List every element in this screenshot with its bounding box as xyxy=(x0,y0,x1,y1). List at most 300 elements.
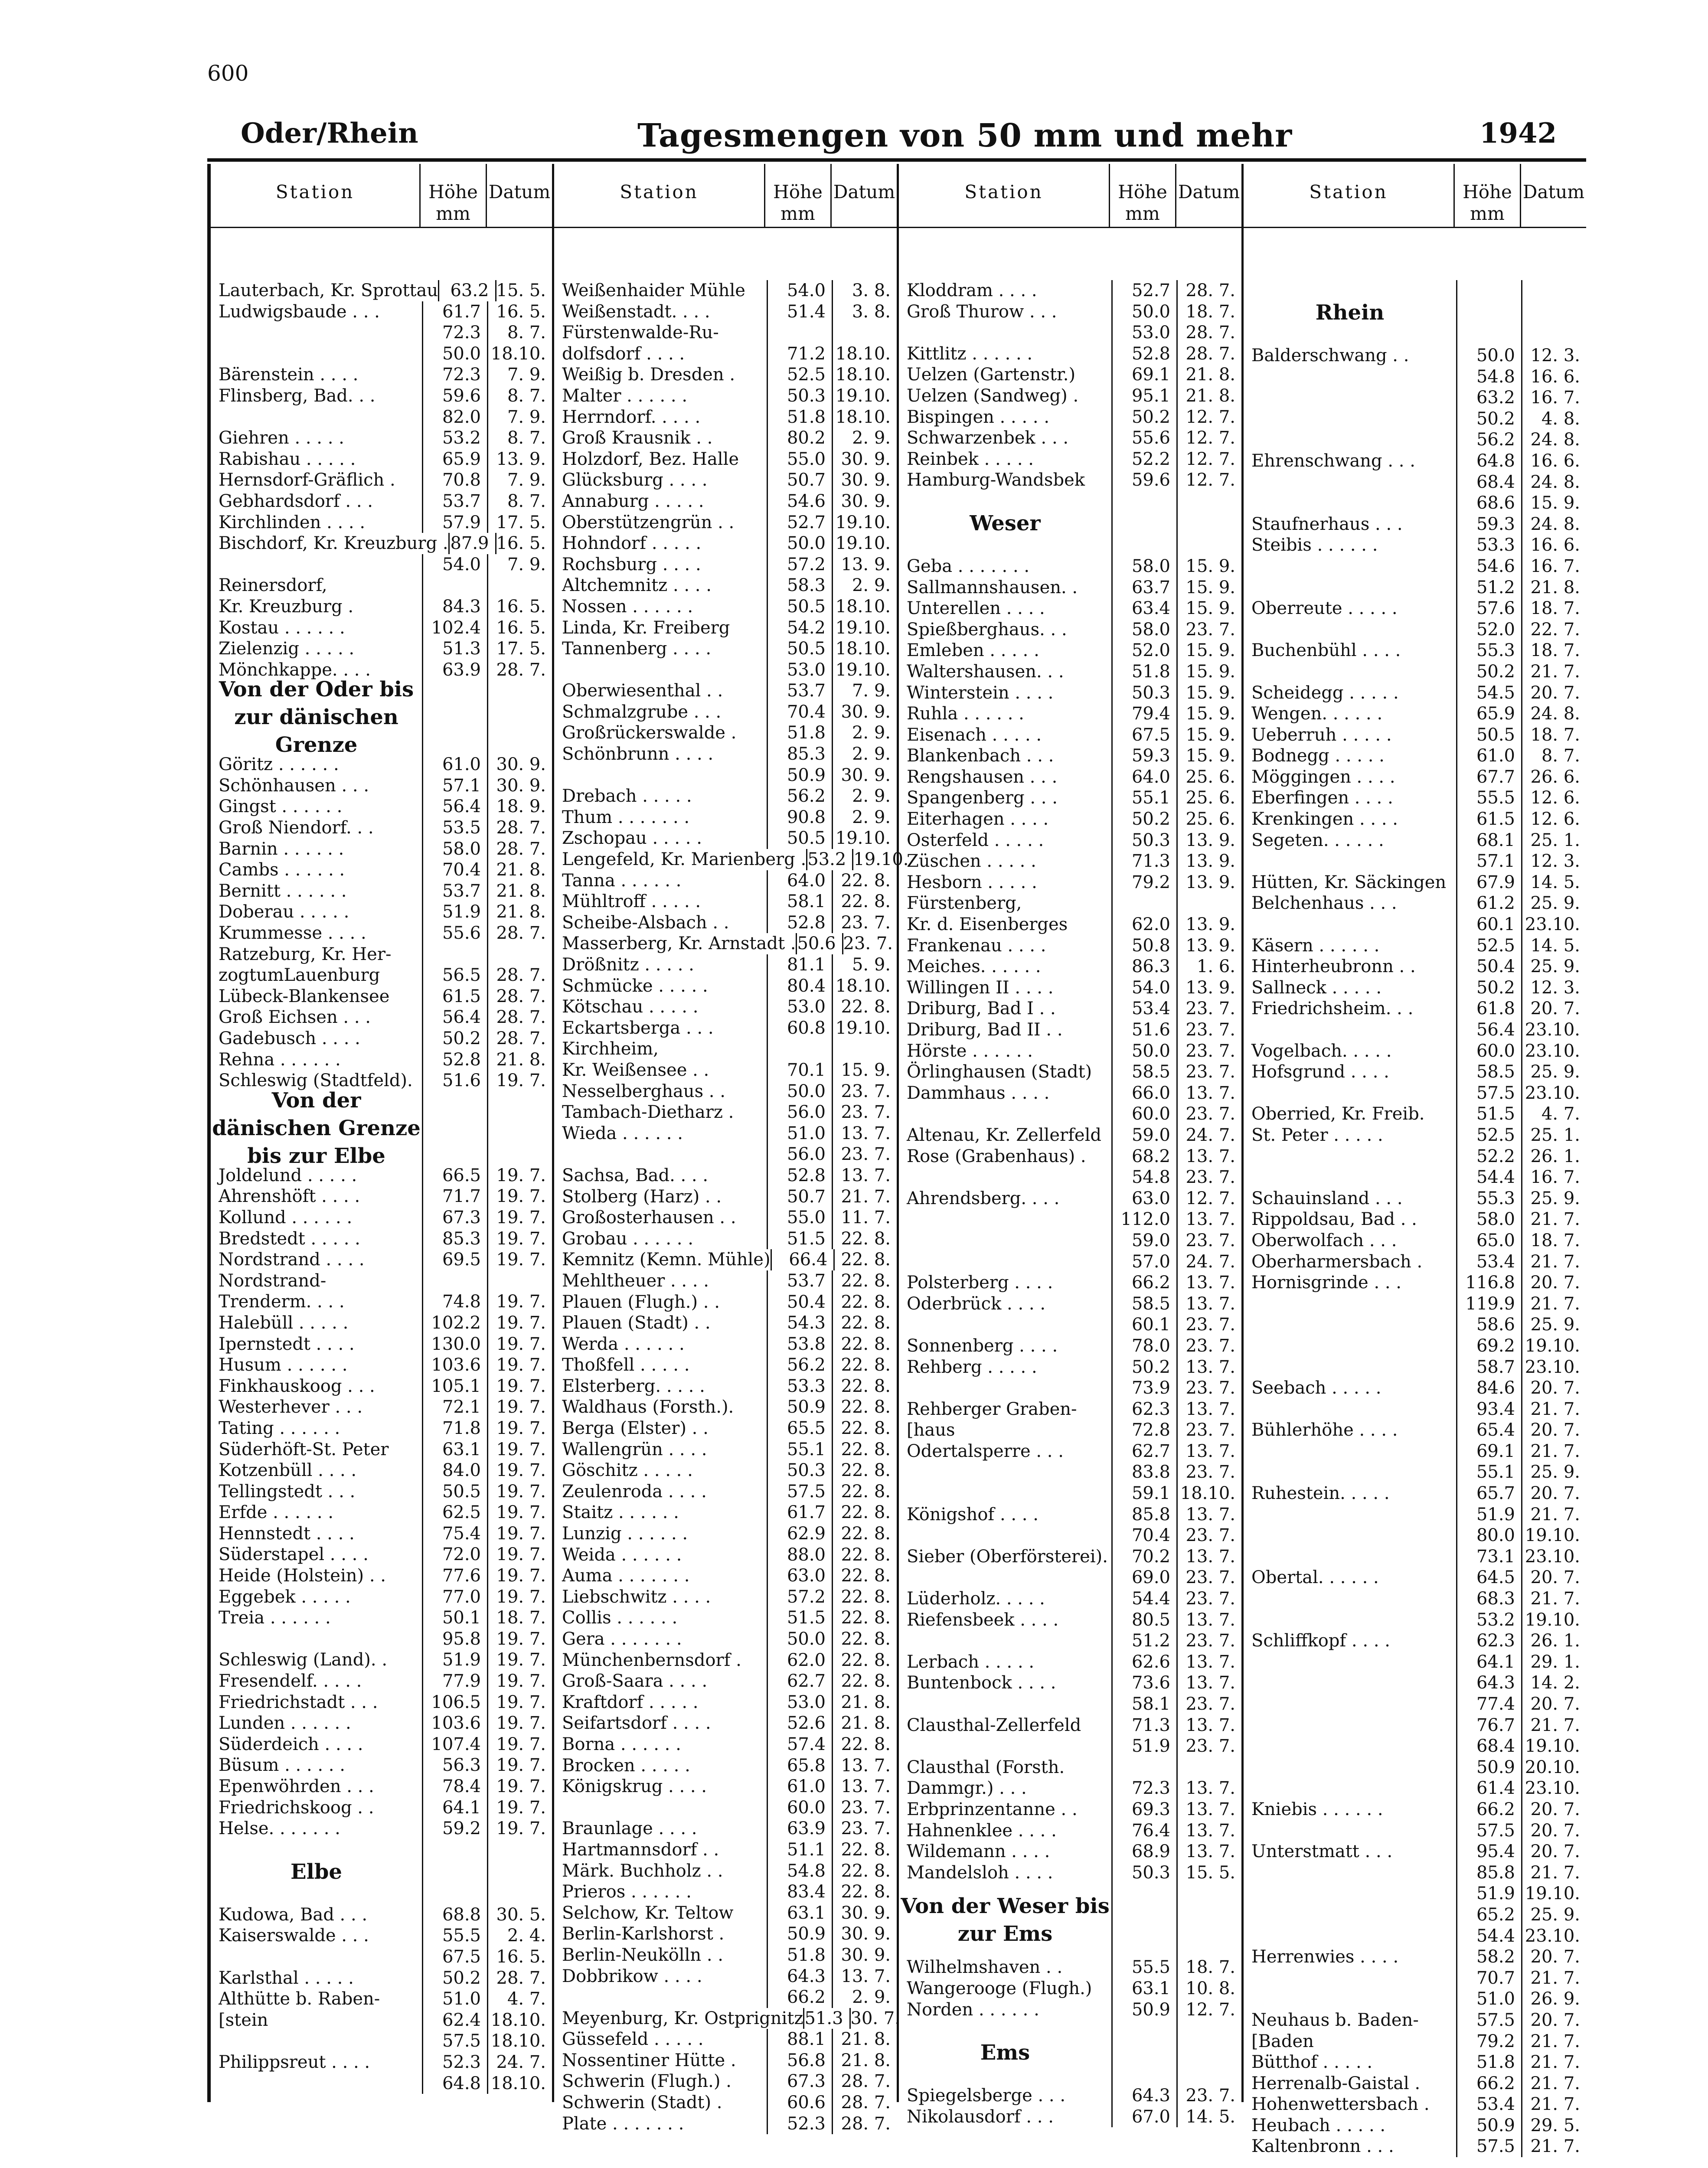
date: 13. 7. xyxy=(1176,1672,1241,1694)
precip-mm: 50.9 xyxy=(767,765,832,786)
table-row xyxy=(211,796,552,817)
station-name xyxy=(1244,1335,1456,1357)
header-hoehe: Höhe mm xyxy=(1109,164,1175,227)
station-name: Dobbrikow . . . . xyxy=(562,1966,702,1986)
station-name: Groß Thurow . . . xyxy=(907,301,1057,322)
date: 19. 7. xyxy=(487,1439,552,1460)
precip-mm: 51.9 xyxy=(422,901,487,923)
station-name: Herrenwies . . . . xyxy=(1251,1947,1399,1967)
date: 15. 9. xyxy=(1176,745,1241,767)
precip-mm: 70.2 xyxy=(1111,1546,1176,1567)
precip-mm: 54.8 xyxy=(1456,366,1521,388)
table-row xyxy=(554,407,897,428)
station-name: Altenau, Kr. Zellerfeld xyxy=(907,1125,1101,1145)
station-name xyxy=(899,1251,1111,1273)
precip-mm xyxy=(767,322,832,343)
station-name: Seifartsdorf . . . . xyxy=(562,1713,711,1734)
precip-mm: 67.5 xyxy=(1111,725,1176,746)
date: 23.10. xyxy=(1521,1357,1586,1378)
precip-mm: 51.8 xyxy=(1111,661,1176,682)
station-name: Königskrug . . . . xyxy=(562,1776,707,1797)
table-row xyxy=(211,1502,552,1523)
date: 14. 5. xyxy=(1521,935,1586,957)
section-spacer xyxy=(422,1091,487,1165)
station-name xyxy=(554,660,767,681)
date: 1. 6. xyxy=(1176,956,1241,977)
table-row xyxy=(899,385,1241,407)
table-row xyxy=(899,1841,1241,1862)
station-name: Büsum . . . . . . xyxy=(219,1755,345,1776)
section-heading xyxy=(899,1883,1241,1957)
date: 24. 7. xyxy=(487,2052,552,2073)
station-name: Clausthal-Zellerfeld xyxy=(907,1715,1081,1735)
table-row xyxy=(1244,2010,1586,2031)
date: 24. 8. xyxy=(1521,703,1586,725)
table-row xyxy=(899,1188,1241,1209)
table-row xyxy=(211,839,552,860)
station-name: Drebach . . . . . xyxy=(562,786,692,806)
date: 23. 7. xyxy=(832,1102,897,1123)
table-row xyxy=(554,1713,897,1734)
table-row xyxy=(899,1778,1241,1799)
station-name: Ehrenschwang . . . xyxy=(1251,451,1415,471)
precip-mm: 65.9 xyxy=(422,449,487,470)
table-row xyxy=(554,702,897,723)
station-name: Weißenstadt. . . . xyxy=(562,301,710,322)
table-row xyxy=(211,638,552,660)
table-row xyxy=(1244,1968,1586,1989)
station-name: Dammhaus . . . . xyxy=(907,1083,1050,1103)
precip-mm xyxy=(1111,1757,1176,1778)
date: 2. 9. xyxy=(832,807,897,828)
date: 23. 7. xyxy=(1176,1567,1241,1588)
station-name: Uelzen (Sandweg) . xyxy=(907,385,1079,406)
date: 22. 8. xyxy=(832,1397,897,1418)
precip-mm: 53.7 xyxy=(767,1270,832,1292)
date: 22. 8. xyxy=(832,1502,897,1523)
precip-mm: 72.0 xyxy=(422,1544,487,1565)
table-row xyxy=(1244,472,1586,493)
table-row xyxy=(899,1399,1241,1420)
precip-mm: 61.5 xyxy=(1456,809,1521,830)
station-name: Wieda . . . . . . xyxy=(562,1123,683,1143)
table-row xyxy=(554,554,897,575)
station-name: Oberstützengrün . . xyxy=(562,512,735,532)
date: 23. 7. xyxy=(1176,1167,1241,1188)
table-row xyxy=(1244,1736,1586,1757)
table-row xyxy=(899,1378,1241,1399)
precip-mm: 87.9 xyxy=(448,533,495,554)
station-name: Lengefeld, Kr. Marienberg . xyxy=(562,849,807,870)
station-name: Clausthal (Forsth. xyxy=(907,1757,1065,1777)
station-name: Groß Niendorf. . . xyxy=(219,818,374,838)
date: 2. 9. xyxy=(832,744,897,765)
station-name: Friedrichstadt . . . xyxy=(219,1692,378,1712)
station-name xyxy=(1244,1504,1456,1525)
station-name: Kr. d. Eisenberges xyxy=(907,914,1068,935)
station-name: Treia . . . . . . xyxy=(219,1608,331,1628)
precip-mm: 51.6 xyxy=(422,1070,487,1091)
precip-mm: 106.5 xyxy=(422,1692,487,1713)
table-row xyxy=(899,301,1241,323)
table-row xyxy=(211,1460,552,1481)
table-row xyxy=(211,1355,552,1376)
precip-mm: 62.6 xyxy=(1111,1652,1176,1673)
precip-mm: 71.3 xyxy=(1111,1715,1176,1736)
table-row xyxy=(554,1607,897,1629)
station-name: Rabishau . . . . . xyxy=(219,449,356,469)
precip-mm: 63.1 xyxy=(1111,1978,1176,1999)
table-body xyxy=(554,280,909,2134)
station-name: Masserberg, Kr. Arnstadt . xyxy=(562,934,796,954)
station-name: Hesborn . . . . . xyxy=(907,872,1037,892)
date: 3. 8. xyxy=(832,301,897,323)
precip-mm: 50.4 xyxy=(767,1292,832,1313)
table-row xyxy=(554,1903,897,1924)
date: 19. 7. xyxy=(487,1376,552,1397)
precip-mm: 116.8 xyxy=(1456,1272,1521,1293)
station-name: Thoßfell . . . . . xyxy=(562,1355,690,1375)
date: 22. 8. xyxy=(832,1650,897,1671)
station-name: Zielenzig . . . . . xyxy=(219,639,355,659)
station-name: Stolberg (Harz) . . xyxy=(562,1186,722,1207)
precip-mm: 51.2 xyxy=(1456,577,1521,598)
precip-mm: 62.0 xyxy=(767,1650,832,1671)
date: 22. 8. xyxy=(832,870,897,891)
precip-mm: 79.2 xyxy=(1456,2031,1521,2052)
table-row xyxy=(211,1481,552,1502)
precip-mm: 51.0 xyxy=(767,1123,832,1144)
date xyxy=(1176,1757,1241,1778)
date: 23. 7. xyxy=(1176,1588,1241,1610)
table-row xyxy=(899,1799,1241,1820)
precip-mm: 73.6 xyxy=(1111,1672,1176,1694)
table-row xyxy=(1244,1378,1586,1399)
precip-mm: 52.0 xyxy=(1111,640,1176,661)
table-row xyxy=(211,449,552,470)
table-row xyxy=(899,1999,1241,2021)
table-row xyxy=(1244,514,1586,535)
table-row xyxy=(211,1818,552,1839)
date: 21. 7. xyxy=(1521,2073,1586,2094)
precip-mm: 54.0 xyxy=(422,554,487,575)
table-row xyxy=(211,965,552,986)
table-row xyxy=(554,1186,897,1208)
table-row xyxy=(1244,2136,1586,2157)
table-row xyxy=(899,1251,1241,1273)
station-name: Steibis . . . . . . xyxy=(1251,535,1378,555)
precip-mm: 57.5 xyxy=(1456,1820,1521,1841)
date: 13. 9. xyxy=(1176,935,1241,957)
station-name: Blankenbach . . . xyxy=(907,746,1054,766)
station-name: Bischdorf, Kr. Kreuzburg . xyxy=(219,533,448,554)
table-row xyxy=(554,1228,897,1250)
station-name: Frankenau . . . . xyxy=(907,935,1046,956)
precip-mm: 54.5 xyxy=(1456,682,1521,704)
station-name: Kloddram . . . . xyxy=(907,281,1037,300)
precip-mm: 50.5 xyxy=(767,596,832,617)
station-name: Malter . . . . . . xyxy=(562,385,688,406)
station-name: Schleswig (Stadtfeld). xyxy=(219,1071,413,1091)
date: 19. 7. xyxy=(487,1313,552,1334)
precip-mm: 55.5 xyxy=(422,1925,487,1946)
station-name: Örlinghausen (Stadt) xyxy=(907,1062,1092,1082)
station-name: Obertal. . . . . . xyxy=(1251,1567,1379,1588)
date: 20. 7. xyxy=(1521,1483,1586,1504)
precip-mm: 51.5 xyxy=(767,1607,832,1629)
station-name: Königshof . . . . xyxy=(907,1504,1039,1525)
date: 15. 9. xyxy=(1176,725,1241,746)
table-row xyxy=(899,1736,1241,1757)
precip-mm: 72.1 xyxy=(422,1397,487,1418)
station-name: Staufnerhaus . . . xyxy=(1251,514,1403,534)
date: 22. 8. xyxy=(832,1607,897,1629)
station-name: Hohndorf . . . . . xyxy=(562,533,702,554)
table-row xyxy=(554,976,897,997)
precip-mm: 69.0 xyxy=(1111,1567,1176,1588)
table-row xyxy=(899,1167,1241,1188)
station-name: Vogelbach. . . . . xyxy=(1251,1041,1392,1061)
station-name xyxy=(1244,1525,1456,1546)
precip-mm: 61.2 xyxy=(1456,893,1521,914)
table-row xyxy=(1244,661,1586,682)
station-name: Odertalsperre . . . xyxy=(907,1441,1064,1461)
table-row xyxy=(554,1165,897,1186)
table-row xyxy=(1244,2073,1586,2094)
precip-mm: 51.8 xyxy=(1456,2052,1521,2073)
precip-mm: 78.4 xyxy=(422,1776,487,1797)
station-name xyxy=(1244,1757,1456,1778)
station-name xyxy=(899,1567,1111,1588)
precip-mm: 76.4 xyxy=(1111,1820,1176,1841)
section-spacer xyxy=(1111,1883,1176,1957)
date: 25. 6. xyxy=(1176,809,1241,830)
station-name: Möggingen . . . . xyxy=(1251,767,1395,787)
table-row xyxy=(1244,1694,1586,1715)
date: 23. 7. xyxy=(842,933,899,954)
precip-mm: 51.0 xyxy=(1456,1988,1521,2010)
date: 23. 7. xyxy=(1176,1230,1241,1251)
table-row xyxy=(554,428,897,449)
date: 2. 4. xyxy=(487,1925,552,1946)
table-row xyxy=(899,2085,1241,2106)
precip-mm: 55.6 xyxy=(422,923,487,944)
date: 13. 7. xyxy=(1176,1399,1241,1420)
station-name: Hütten, Kr. Säckingen xyxy=(1251,872,1447,892)
station-name: Unterstmatt . . . xyxy=(1251,1841,1393,1862)
station-name xyxy=(1244,1462,1456,1483)
table-row xyxy=(899,1483,1241,1504)
station-name xyxy=(1244,1293,1456,1315)
precip-mm: 55.1 xyxy=(767,1439,832,1460)
precip-mm: 64.8 xyxy=(422,2073,487,2094)
precip-mm: 58.5 xyxy=(1111,1293,1176,1315)
date: 12. 7. xyxy=(1176,407,1241,428)
date: 30. 9. xyxy=(832,449,897,470)
station-name: Heide (Holstein) . . xyxy=(219,1566,386,1586)
date: 19. 7. xyxy=(487,1334,552,1355)
precip-mm: 50.0 xyxy=(1456,345,1521,366)
table-row xyxy=(1244,1630,1586,1652)
precip-mm: 77.4 xyxy=(1456,1694,1521,1715)
table-row xyxy=(211,881,552,902)
station-name: Göschitz . . . . . xyxy=(562,1460,693,1481)
table-row xyxy=(554,575,897,596)
precip-mm: 63.0 xyxy=(1111,1188,1176,1209)
precip-mm: 50.3 xyxy=(767,1460,832,1481)
precip-mm: 64.3 xyxy=(1111,2085,1176,2106)
station-name xyxy=(554,765,767,786)
date: 26. 9. xyxy=(1521,1988,1586,2010)
station-name: Flinsberg, Bad. . . xyxy=(219,385,376,406)
table-row xyxy=(554,1123,897,1144)
date: 21. 7. xyxy=(1521,1715,1586,1736)
table-row xyxy=(1244,935,1586,957)
date: 30. 7. xyxy=(849,2008,907,2029)
station-name: Ruhla . . . . . . xyxy=(907,704,1024,724)
precip-mm: 65.9 xyxy=(1456,703,1521,725)
precipitation-table xyxy=(207,164,1586,2157)
station-name: Gadebusch . . . . xyxy=(219,1028,360,1048)
precip-mm: 58.2 xyxy=(1456,1946,1521,1968)
table-row xyxy=(211,1334,552,1355)
station-name: Lauterbach, Kr. Sprottau xyxy=(219,281,438,300)
date: 19. 7. xyxy=(487,1397,552,1418)
table-column-3 xyxy=(897,164,1241,2127)
precip-mm: 52.0 xyxy=(1456,619,1521,640)
date: 2. 9. xyxy=(832,722,897,744)
precip-mm: 53.8 xyxy=(767,1334,832,1355)
precip-mm: 66.2 xyxy=(1456,2073,1521,2094)
station-name: Oderbrück . . . . xyxy=(907,1293,1046,1314)
table-row xyxy=(211,1587,552,1608)
precip-mm: 50.8 xyxy=(1111,935,1176,957)
date: 21. 8. xyxy=(1176,364,1241,385)
date: 22. 8. xyxy=(832,1270,897,1292)
date: 23.10. xyxy=(1521,1546,1586,1567)
station-name: Schönbrunn . . . . xyxy=(562,744,714,764)
station-name xyxy=(899,322,1111,343)
precip-mm: 50.0 xyxy=(767,1081,832,1102)
station-name: Staitz . . . . . . xyxy=(562,1502,679,1523)
table-row xyxy=(211,1007,552,1028)
date: 22. 8. xyxy=(832,1671,897,1692)
precip-mm: 60.0 xyxy=(1111,1104,1176,1125)
station-name: Weida . . . . . . xyxy=(562,1544,682,1565)
precip-mm: 53.3 xyxy=(1456,535,1521,556)
table-row xyxy=(899,280,1241,301)
table-row xyxy=(554,1102,897,1123)
precip-mm: 52.7 xyxy=(1111,280,1176,301)
date: 13. 7. xyxy=(832,1755,897,1776)
station-name: Heubach . . . . . xyxy=(1251,2115,1386,2135)
station-name: Nikolausdorf . . . xyxy=(907,2106,1054,2127)
table-row xyxy=(211,575,552,596)
date: 19.10. xyxy=(832,828,897,849)
date: 16. 5. xyxy=(487,1946,552,1968)
precip-mm xyxy=(1111,893,1176,914)
table-row xyxy=(211,1270,552,1292)
station-name: Sallmannshausen. . xyxy=(907,577,1078,598)
table-row xyxy=(211,1776,552,1797)
table-row xyxy=(211,944,552,965)
table-row xyxy=(1244,1778,1586,1799)
precip-mm: 61.7 xyxy=(767,1502,832,1523)
table-row xyxy=(211,617,552,639)
station-name: Grobau . . . . . . xyxy=(562,1228,693,1249)
table-row xyxy=(899,1715,1241,1736)
table-row xyxy=(554,744,897,765)
precip-mm: 57.4 xyxy=(767,1734,832,1755)
table-row xyxy=(1244,998,1586,1019)
table-row xyxy=(1244,1504,1586,1525)
table-row xyxy=(554,1629,897,1650)
station-name: Hahnenklee . . . . xyxy=(907,1820,1057,1841)
precip-mm: 51.6 xyxy=(1111,1019,1176,1041)
date: 23. 7. xyxy=(1176,1630,1241,1652)
station-name: Rehberger Graben- xyxy=(907,1399,1077,1419)
date: 13. 7. xyxy=(1176,1610,1241,1631)
table-row xyxy=(899,851,1241,872)
precip-mm: 50.9 xyxy=(1111,1999,1176,2021)
station-name: Prieros . . . . . . xyxy=(562,1882,692,1902)
date: 19.10. xyxy=(1521,1736,1586,1757)
date: 15. 9. xyxy=(1521,493,1586,514)
date: 25. 9. xyxy=(1521,956,1586,977)
station-name: Philippsreut . . . . xyxy=(219,2052,370,2072)
date: 28. 7. xyxy=(487,1007,552,1028)
precip-mm: 67.7 xyxy=(1456,767,1521,788)
station-name: Kaiserswalde . . . xyxy=(219,1926,369,1946)
date: 12. 6. xyxy=(1521,787,1586,809)
station-name: Ludwigsbaude . . . xyxy=(219,301,380,322)
station-name: Thum . . . . . . . xyxy=(562,807,690,827)
header-station: Station xyxy=(1309,181,1388,202)
table-row xyxy=(1244,429,1586,451)
table-row xyxy=(1244,1146,1586,1167)
station-name xyxy=(899,1209,1111,1230)
date: 20. 7. xyxy=(1521,1420,1586,1441)
date: 21. 7. xyxy=(1521,2094,1586,2115)
date: 8. 7. xyxy=(487,385,552,407)
table-row xyxy=(554,1776,897,1797)
date: 23. 7. xyxy=(1176,1335,1241,1357)
table-column-1 xyxy=(207,164,552,2102)
precip-mm: 58.5 xyxy=(1456,1061,1521,1083)
station-name: Meyenburg, Kr. Ostprignitz xyxy=(562,2008,803,2028)
date: 22. 7. xyxy=(1521,619,1586,640)
date: 19. 7. xyxy=(487,1818,552,1839)
date: 8. 7. xyxy=(487,491,552,512)
precip-mm: 50.2 xyxy=(422,1028,487,1049)
date: 22. 8. xyxy=(832,1228,897,1250)
precip-mm: 70.7 xyxy=(1456,1968,1521,1989)
precip-mm: 57.5 xyxy=(422,2031,487,2052)
station-name: Tambach-Dietharz . xyxy=(562,1102,734,1123)
precip-mm: 57.5 xyxy=(1456,1083,1521,1104)
station-name: Brocken . . . . . xyxy=(562,1755,690,1776)
precip-mm: 56.4 xyxy=(422,796,487,817)
date: 30. 9. xyxy=(832,1903,897,1924)
precip-mm: 51.8 xyxy=(767,407,832,428)
precip-mm: 50.5 xyxy=(767,638,832,660)
station-name: Hornisgrinde . . . xyxy=(1251,1273,1402,1293)
table-row xyxy=(554,1249,897,1270)
station-name: Karlsthal . . . . . xyxy=(219,1968,354,1988)
precip-mm: 63.1 xyxy=(422,1439,487,1460)
date: 19.10. xyxy=(832,512,897,533)
station-name: Mühltroff . . . . . xyxy=(562,891,701,912)
